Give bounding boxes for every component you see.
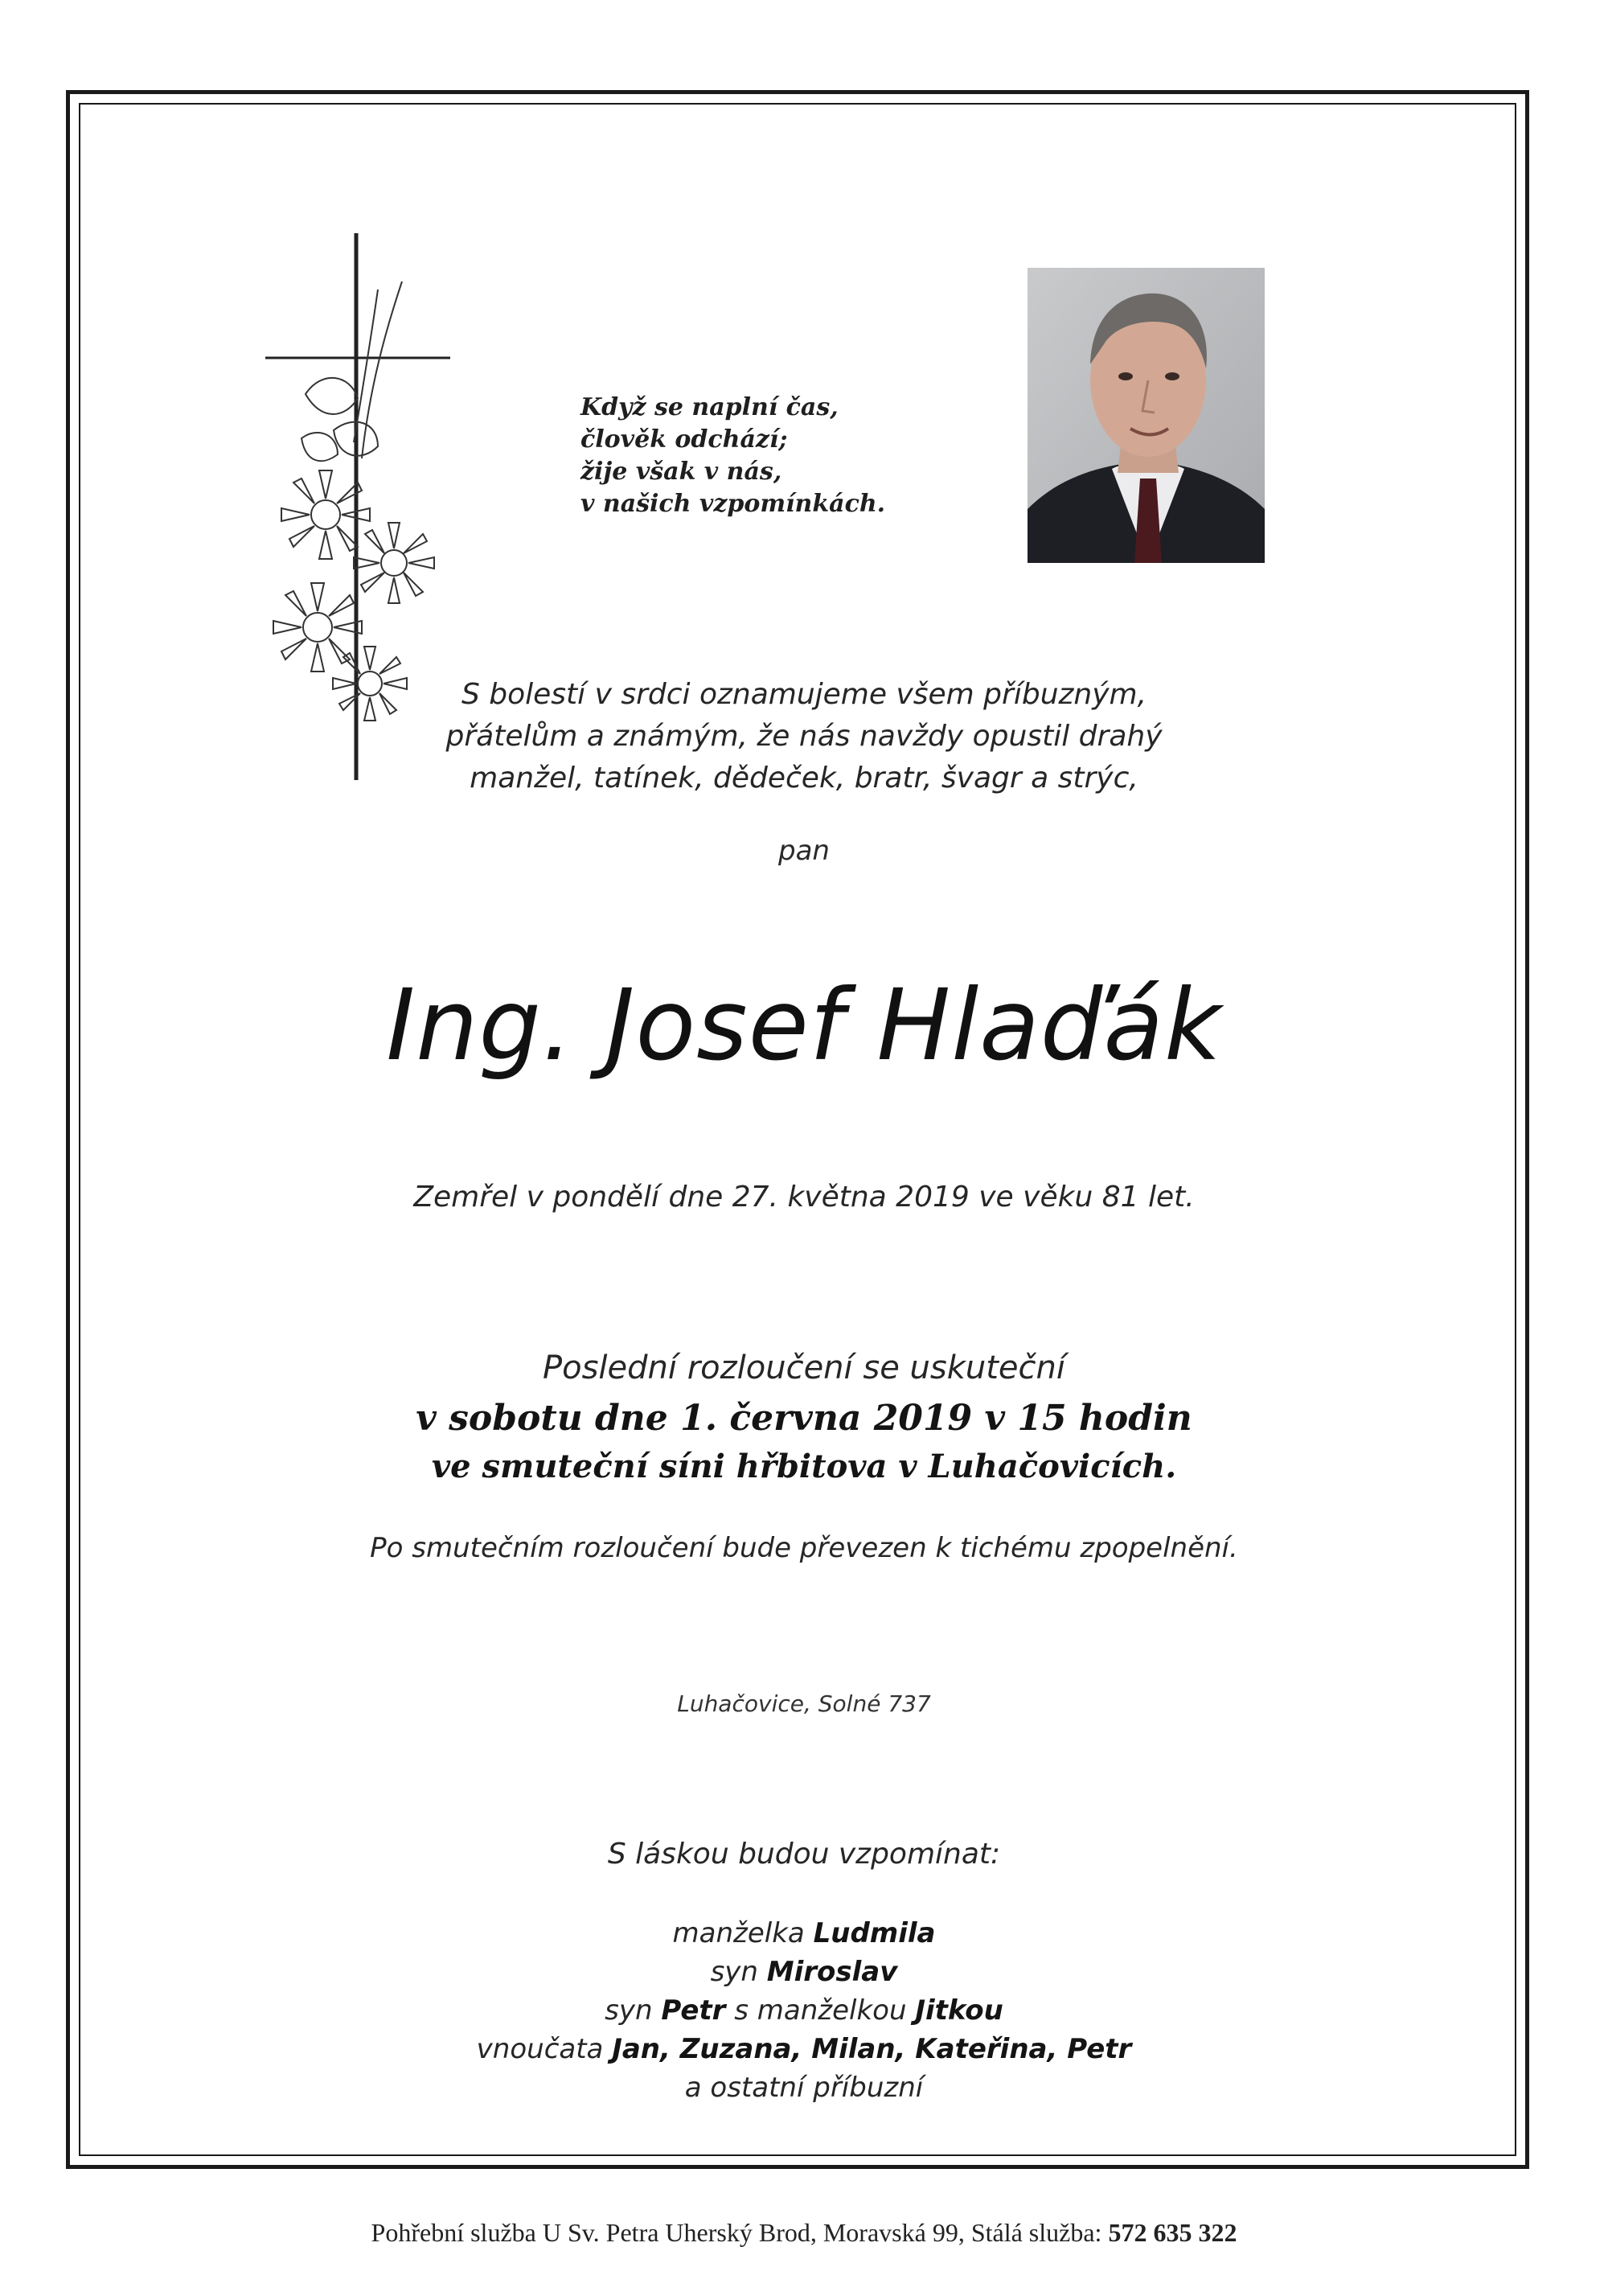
verse-line: žije však v nás, (580, 458, 782, 486)
footer-phone: 572 635 322 (1108, 2218, 1237, 2247)
mourner-line (0, 1991, 1608, 2030)
remember-title: S láskou budou vzpomínat: (607, 1838, 1001, 1871)
mourner-relation: syn (605, 1994, 662, 2027)
mourner-name: Ludmila (813, 1917, 936, 1949)
funeral-service-footer (0, 2218, 1608, 2248)
mourner-line (0, 1953, 1608, 1991)
address: Luhačovice, Solné 737 (677, 1690, 931, 1717)
mourner-relation: s manželkou (725, 1994, 916, 2027)
farewell-line-1: Poslední rozloučení se uskuteční (543, 1349, 1065, 1386)
announcement-line: S bolestí v srdci oznamujeme všem příbuzným, (461, 678, 1147, 711)
mourner-name: Miroslav (766, 1956, 898, 1988)
mourner-line (0, 1914, 1608, 1953)
announcement-line: manžel, tatínek, dědeček, bratr, švagr a strýc, (470, 762, 1138, 795)
deceased-name: Ing. Josef Hlaďák (386, 968, 1222, 1082)
announcement-line: přátelům a známým, že nás navždy opustil drahý (445, 720, 1163, 753)
mourner-name: Jan, Zuzana, Milan, Kateřina, Petr (612, 2033, 1132, 2065)
mourners-list (0, 1914, 1608, 2107)
farewell-line-3: ve smuteční síni hřbitova v Luhačovicích. (431, 1448, 1177, 1485)
portrait-photo (1028, 268, 1265, 563)
mourner-relation: manželka (672, 1917, 814, 1949)
salutation: pan (778, 835, 830, 867)
mourner-relation: syn (710, 1956, 767, 1988)
verse-line: člověk odchází; (580, 425, 788, 454)
farewell-line-2: v sobotu dne 1. června 2019 v 15 hodin (416, 1398, 1192, 1439)
memorial-verse (580, 392, 885, 520)
mourner-relation: vnoučata (476, 2033, 613, 2065)
footer-text: Pohřební služba U Sv. Petra Uherský Brod, Moravská 99, Stálá služba: (371, 2218, 1109, 2247)
death-notice: Zemřel v pondělí dne 27. května 2019 ve věku 81 let. (413, 1181, 1195, 1214)
announcement-text (0, 674, 1608, 799)
mourner-line (0, 2030, 1608, 2068)
cremation-note: Po smutečním rozloučení bude převezen k tichému zpopelnění. (370, 1532, 1238, 1564)
mourner-line: a ostatní příbuzní (684, 2072, 924, 2104)
verse-line: Když se naplní čas, (580, 393, 839, 421)
mourner-name: Jitkou (915, 1994, 1003, 2027)
mourner-name: Petr (661, 1994, 726, 2027)
verse-line: v našich vzpomínkách. (580, 490, 886, 518)
